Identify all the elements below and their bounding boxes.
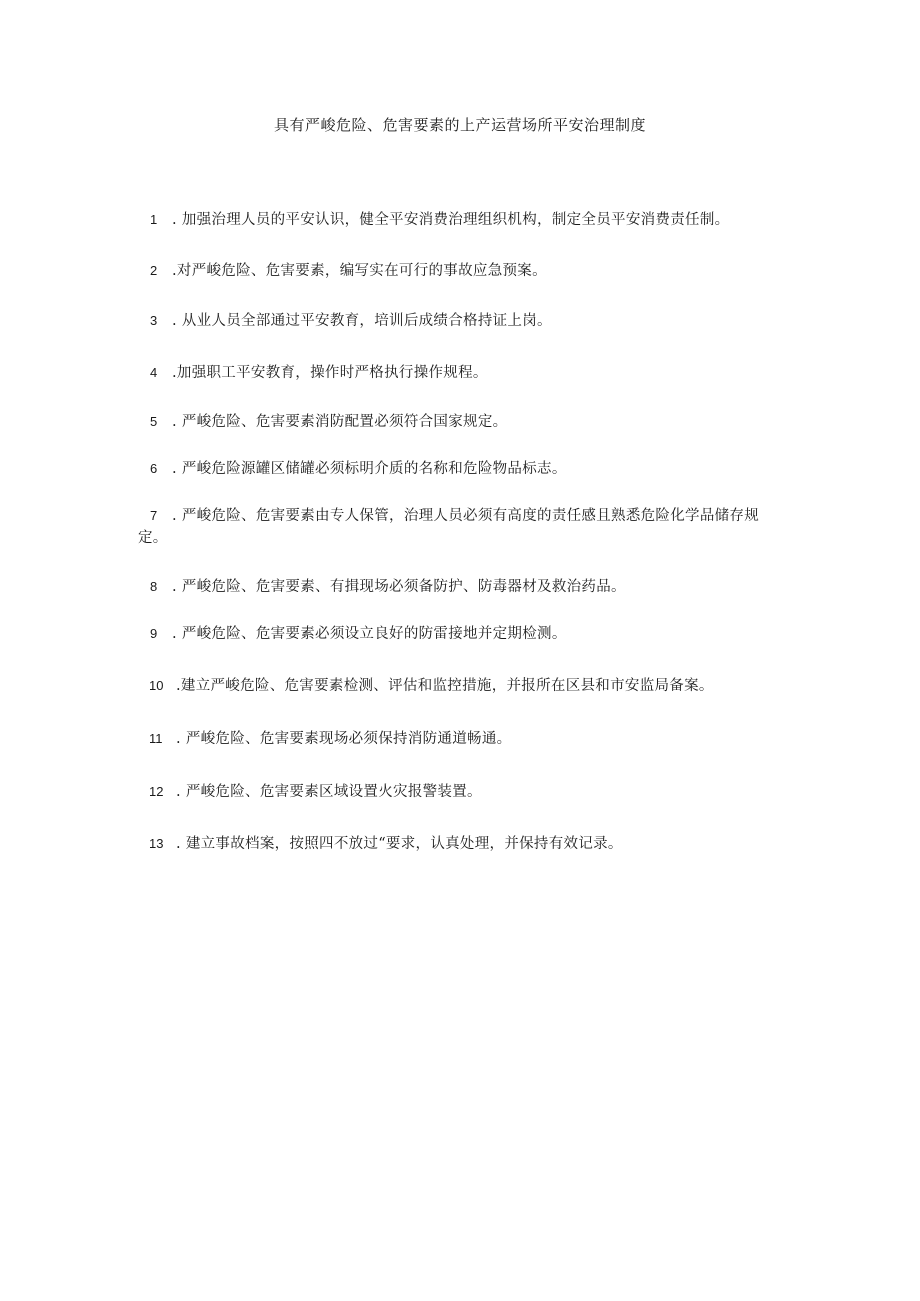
list-item-1 bbox=[138, 209, 778, 231]
item-number: 8 bbox=[150, 579, 158, 594]
item-text: . 严峻危险、危害要素消防配置必须符合国家规定。 bbox=[172, 414, 508, 430]
list-item-13 bbox=[138, 833, 778, 855]
list-item-10 bbox=[138, 675, 778, 697]
list-item-6 bbox=[138, 458, 778, 480]
item-text: . 加强治理人员的平安认识，健全平安消费治理组织机构，制定全员平安消费责任制。 bbox=[172, 212, 730, 228]
list-item-12 bbox=[138, 781, 778, 803]
list-item-11 bbox=[138, 728, 778, 750]
list-item-8 bbox=[138, 576, 778, 598]
item-text: .加强职工平安教育，操作时严格执行操作规程。 bbox=[172, 365, 488, 381]
item-number: 7 bbox=[150, 508, 158, 523]
item-number: 3 bbox=[150, 313, 158, 328]
item-text: . 严峻危险、危害要素必须设立良好的防雷接地并定期检测。 bbox=[172, 626, 567, 642]
item-number: 11 bbox=[149, 731, 163, 746]
item-number: 6 bbox=[150, 461, 158, 476]
item-number: 2 bbox=[150, 263, 158, 278]
item-number: 9 bbox=[150, 626, 158, 641]
item-text: . 严峻危险、危害要素区域设置火灾报警装置。 bbox=[176, 784, 482, 800]
item-text: .对严峻危险、危害要素，编写实在可行的事故应急预案。 bbox=[172, 263, 547, 279]
item-text: . 严峻危险源罐区储罐必须标明介质的名称和危险物品标志。 bbox=[172, 461, 567, 477]
item-number: 12 bbox=[149, 784, 164, 799]
item-number: 1 bbox=[150, 212, 158, 227]
item-text: . 建立事故档案，按照四不放过“要求，认真处理，并保持有效记录。 bbox=[176, 836, 623, 852]
item-number: 10 bbox=[149, 678, 164, 693]
list-item-5 bbox=[138, 411, 778, 433]
item-number: 13 bbox=[149, 836, 164, 851]
item-text: .建立严峻危险、危害要素检测、评估和监控措施，并报所在区县和市安监局备案。 bbox=[176, 678, 714, 694]
list-item-9 bbox=[138, 623, 778, 645]
item-text: . 严峻危险、危害要素由专人保管，治理人员必须有高度的责任感且熟悉危险化学品储存规定。 bbox=[138, 508, 760, 546]
item-number: 4 bbox=[150, 365, 158, 380]
item-text: . 严峻危险、危害要素现场必须保持消防通道畅通。 bbox=[176, 731, 512, 747]
item-text: . 从业人员全部通过平安教育，培训后成绩合格持证上岗。 bbox=[172, 313, 552, 329]
list-item-4 bbox=[138, 362, 778, 384]
item-text: . 严峻危险、危害要素、有揖现场必须备防护、防毒器材及救治药品。 bbox=[172, 579, 626, 595]
document-title: 具有严峻危险、危害要素的上产运营场所平安治理制度 bbox=[273, 116, 646, 134]
list-item-3 bbox=[138, 310, 778, 332]
list-item-7 bbox=[138, 505, 774, 549]
item-number: 5 bbox=[150, 414, 158, 429]
list-item-2 bbox=[138, 260, 778, 282]
